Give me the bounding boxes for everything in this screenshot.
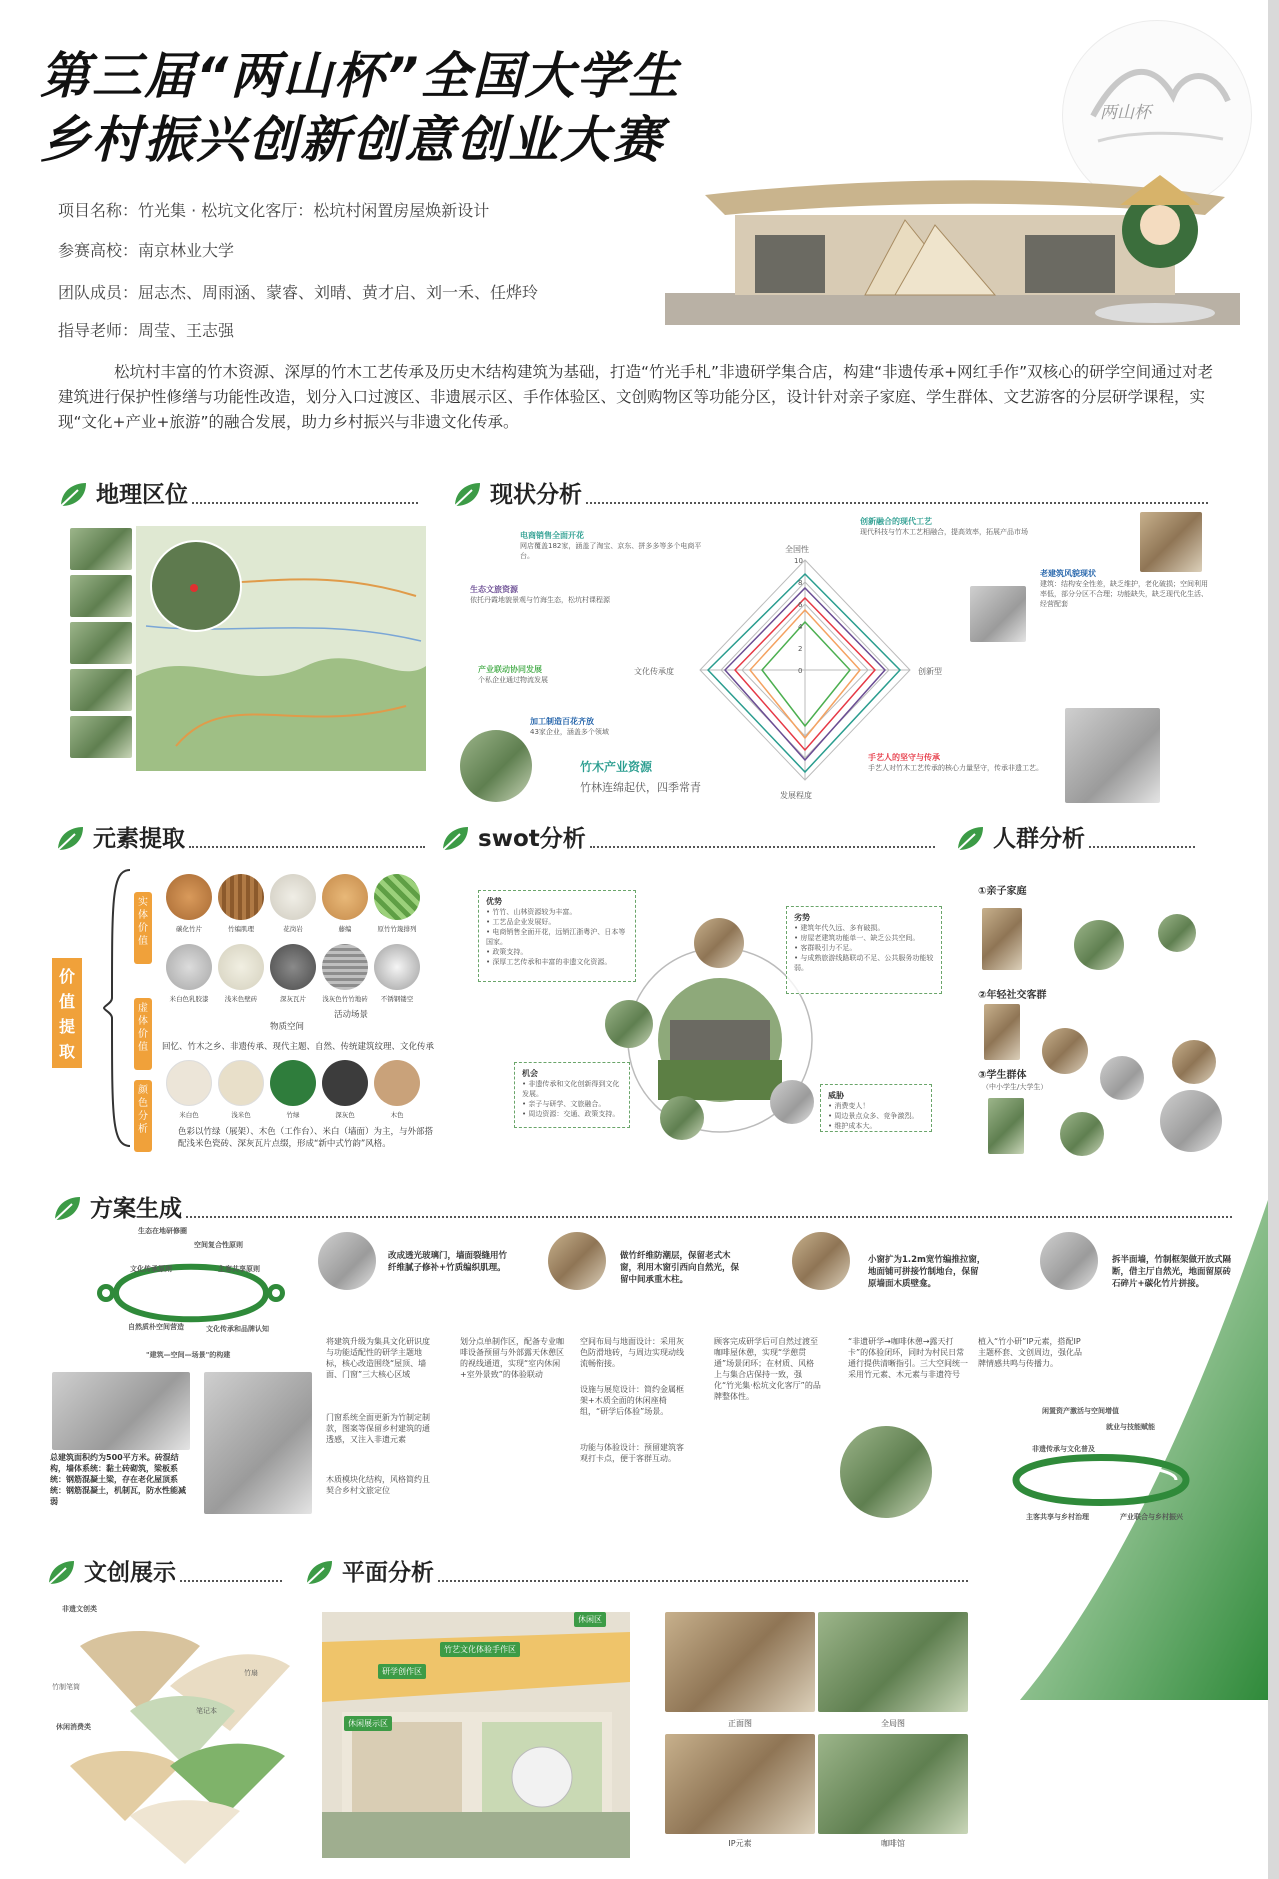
crowd-student-sub: （中小学生/大学生） xyxy=(982,1083,1048,1091)
crowd-group-student: ③学生群体 xyxy=(978,1070,1027,1081)
floor-plan-drawing xyxy=(204,1372,312,1514)
radar-tick: 4 xyxy=(798,623,803,631)
leaf-icon xyxy=(52,1195,82,1223)
color-label: 深灰色 xyxy=(335,1111,355,1119)
student-figure xyxy=(988,1098,1024,1154)
geo-photo-4 xyxy=(70,669,132,711)
color-label: 浅米色 xyxy=(231,1111,251,1119)
loop-label: 自然质朴空间营造 xyxy=(128,1323,184,1331)
loop-label: 文化传承原则 xyxy=(130,1265,172,1273)
benefit-label: 就业与技能赋能 xyxy=(1106,1423,1155,1431)
render-caption: 咖啡馆 xyxy=(881,1839,905,1848)
radar-axis-left: 文化传承度 xyxy=(634,667,674,676)
section-elements-header xyxy=(55,820,425,853)
material-swatch xyxy=(322,874,368,920)
leaf-icon xyxy=(955,825,985,853)
leaf-icon xyxy=(46,1559,76,1587)
crowd-photo xyxy=(1172,1040,1216,1084)
render-caption: 全局图 xyxy=(881,1719,905,1728)
page-edge xyxy=(1268,0,1279,1879)
section-layout-title: 平面分析 xyxy=(342,1560,434,1586)
geo-photo-2 xyxy=(70,575,132,617)
material-swatch xyxy=(218,874,264,920)
crowd-photo xyxy=(1042,1028,1088,1074)
section-swot-title: swot分析 xyxy=(478,826,586,852)
poster-title-line2: 乡村振兴创新创意创业大赛 xyxy=(40,111,664,169)
swot-photo xyxy=(694,918,744,968)
radar-axis-top: 全国性 xyxy=(785,545,809,554)
bracket-icon xyxy=(102,868,132,1148)
render-overall xyxy=(818,1612,968,1712)
row-label-color: 颜色分析 xyxy=(134,1080,152,1152)
mascot-figure xyxy=(1074,920,1124,970)
advisors: 指导老师：周莹、王志强 xyxy=(58,321,235,340)
color-swatch xyxy=(322,1060,368,1106)
loop-label: 生态在地研修圈 xyxy=(138,1227,187,1235)
creative-item-penholder: 竹制笔筒 xyxy=(52,1683,80,1691)
loop-label: 文化传承和品牌认知 xyxy=(206,1325,269,1333)
material-swatch xyxy=(270,874,316,920)
intro-paragraph: 松坑村丰富的竹木资源、深厚的竹木工艺传承及历史木结构建筑为基础，打造“竹光手札”非遗研学集合店，构建“非遗传承+网红手作”双核心的研学空间通过对老建筑进行保护性修缮与功能性改造，划分入口过渡区、非遗展示区、手作体验区、文创购物区等功能分区，设计针对亲子家庭、学生群体、文艺游客的分层研学课程，实现“文化+产业+旅游”的融合发展，助力乡村振兴与非遗文化传承。 xyxy=(58,363,1214,431)
creative-category-1: 非遗文创类 xyxy=(62,1605,97,1613)
zone-tag: 研学创作区 xyxy=(378,1664,426,1679)
school-name: 参赛高校：南京林业大学 xyxy=(58,241,235,260)
craft-photo xyxy=(1140,512,1202,572)
swot-photo xyxy=(605,1000,653,1048)
leaf-icon xyxy=(304,1559,334,1587)
color-swatch xyxy=(218,1060,264,1106)
color-label: 木色 xyxy=(390,1111,404,1119)
space-label-activity: 活动场景 xyxy=(334,1010,369,1020)
plan-note-1: 将建筑升级为集具文化研识度与功能适配性的研学主题地标，核心改造围绕“屋顶、墙面、门窗”三大核心区域 xyxy=(326,1337,430,1379)
mascot-figure xyxy=(1158,914,1196,952)
mascot-with-fan xyxy=(840,1426,932,1518)
section-crowd-header xyxy=(955,820,1195,853)
plan-step-3: 小窗扩为1.2m宽竹编推拉窗，地面铺可拼接竹制地台，保留原墙面木质壁龛。 xyxy=(868,1255,986,1289)
site-note: 总建筑面积约为500平方米。砖混结构，墙体系统：黏土砖砌筑，梁板系统：钢筋混凝土梁，存在老化屋顶系统：钢筋混凝土，机制瓦，防水性能减弱 xyxy=(50,1453,186,1506)
radar-tick: 0 xyxy=(798,667,803,675)
creative-fan-gallery xyxy=(60,1616,300,1866)
location-map xyxy=(136,526,426,771)
material-label: 浅灰色竹竹地砖 xyxy=(322,995,368,1003)
color-swatch xyxy=(374,1060,420,1106)
step-photo xyxy=(792,1232,850,1290)
color-label: 米白色 xyxy=(179,1111,199,1119)
section-plan-title: 方案生成 xyxy=(90,1196,182,1222)
geo-photo-1 xyxy=(70,528,132,570)
leaf-icon xyxy=(58,481,88,509)
radar-tick: 2 xyxy=(798,645,803,653)
section-swot-header xyxy=(440,820,935,853)
creative-item-fan: 竹扇 xyxy=(244,1669,258,1677)
color-analysis-text: 色彩以竹绿（展架）、木色（工作台）、米白（墙面）为主，与外部搭配浅米色瓷砖、深灰瓦片点缀，形成“新中式竹韵”风格。 xyxy=(178,1127,434,1149)
section-creative-header xyxy=(46,1554,282,1587)
geo-photo-5 xyxy=(70,716,132,758)
plan-step-4: 拆半面墙，竹制框架做开放式隔断，借主厅自然光，地面留原砖石碎片+碳化竹片拼接。 xyxy=(1112,1255,1232,1289)
material-swatch xyxy=(218,944,264,990)
status-note-building: 老建筑风貌现状 建筑：结构安全性差，缺乏维护，老化破损；空间利用率低，部分分区不合理；功能缺失，缺乏现代化生活、经营配套 xyxy=(1040,569,1208,608)
project-name: 项目名称：竹光集 · 松坑文化客厅：松坑村闲置房屋焕新设计 xyxy=(58,201,490,220)
plan-note-2: 门窗系统全面更新为竹制定制款，图案等保留乡村建筑的通透感，又注入非遗元素 xyxy=(326,1413,430,1444)
section-divider xyxy=(189,846,425,848)
swot-strength-box: 优势 • 竹竹、山林资源较为丰富。 • 工艺品企业发展好。 • 电商销售全面开花，远销江浙粤沪、日本等国家。 • 政策支持。 • 深厚工艺传承和丰富的非遗文化资源。 xyxy=(478,890,636,982)
swot-threat-box: 威胁 • 消费变人！ • 周边景点众多、竞争激烈。 • 维护成本大。 xyxy=(820,1084,932,1132)
crowd-group-young: ②年轻社交客群 xyxy=(978,990,1047,1001)
render-cafe xyxy=(818,1734,968,1834)
crowd-photo xyxy=(1160,1090,1222,1152)
plan-step-2: 做竹纤维防潮层，保留老式木窗，利用木窗引西向自然光，保留中间承重木柱。 xyxy=(620,1251,740,1285)
zone-tag: 休闲区 xyxy=(574,1612,606,1627)
material-label: 藤编 xyxy=(338,925,352,933)
status-note-artisan: 手艺人的坚守与传承 手艺人对竹木工艺传承的核心力量坚守，传承非遗工艺。 xyxy=(868,753,1043,772)
render-caption: IP元素 xyxy=(728,1839,752,1848)
radar-axis-right: 创新型 xyxy=(918,667,942,676)
material-swatch xyxy=(166,944,212,990)
material-label: 浅米色壁砖 xyxy=(224,995,258,1003)
swot-opportunity-box: 机会 • 非遗传承和文化创新得到文化发展。 • 亲子与研学、文旅融合。 • 周边资源：交通、政策支持。 xyxy=(514,1062,630,1128)
loop-label: 空间复合性原则 xyxy=(194,1241,243,1249)
material-swatch xyxy=(322,944,368,990)
status-note-industry: 产业联动协同发展 个私企业通过物流发展 xyxy=(478,665,548,684)
hero-building-render xyxy=(665,175,1240,325)
section-status-header xyxy=(452,476,1208,509)
status-note-manufacture: 加工制造百花齐放 43家企业，涵盖多个领域 xyxy=(530,717,609,736)
render-caption: 正面图 xyxy=(728,1719,752,1728)
crowd-photo xyxy=(1100,1056,1144,1100)
plan-note-5: 空间布局与地面设计：采用灰色防滑地砖，与周边实现动线流畅衔接。 xyxy=(580,1337,684,1368)
section-crowd-title: 人群分析 xyxy=(993,826,1085,852)
radar-tick: 10 xyxy=(794,557,803,565)
leaf-icon xyxy=(440,825,470,853)
material-swatch xyxy=(270,944,316,990)
status-note-innovation: 创新融合的现代工艺 现代科技与竹木工艺相融合，提高效率，拓展产品市场 xyxy=(860,517,1028,536)
bamboo-mascot-photo xyxy=(460,730,532,802)
creative-category-2: 休闲消费类 xyxy=(56,1723,91,1731)
leaf-icon xyxy=(452,481,482,509)
status-note-bamboo: 竹木产业资源 竹林连绵起伏，四季常青 xyxy=(580,760,701,794)
radar-tick: 6 xyxy=(798,601,803,609)
logo-text: 两山杯 xyxy=(1100,103,1151,123)
render-front xyxy=(665,1612,815,1712)
virtual-value-text: 回忆、竹木之乡、非遗传承、现代主题、自然、传统建筑纹理、文化传承 xyxy=(162,1042,435,1052)
step-photo xyxy=(318,1232,376,1290)
section-divider xyxy=(192,502,418,504)
benefit-label: 产业联合与乡村振兴 xyxy=(1120,1513,1183,1521)
team-members: 团队成员：屈志杰、周雨涵、蒙睿、刘晴、黄才启、刘一禾、任烨玲 xyxy=(58,283,539,302)
loop-caption: "建筑—空间—场景"的构建 xyxy=(146,1351,231,1359)
material-label: 米白色乳胶漆 xyxy=(169,995,209,1003)
plan-note-9: “非遗研学→咖啡休憩→露天打卡”的体验闭环，同时为村民日常通行提供清晰指引。三大空间统一采用竹元素、木元素与非遗符号 xyxy=(848,1337,968,1379)
step-photo xyxy=(548,1232,606,1290)
section-geo-header xyxy=(58,476,418,509)
benefit-label: 主客共享与乡村治理 xyxy=(1026,1513,1089,1521)
crowd-group-family: ①亲子家庭 xyxy=(978,886,1027,897)
zone-tag: 竹艺文化体验手作区 xyxy=(440,1642,520,1657)
material-swatch xyxy=(374,874,420,920)
render-ip xyxy=(665,1734,815,1834)
material-label: 碳化竹片 xyxy=(176,925,202,933)
section-divider xyxy=(180,1580,282,1582)
section-divider xyxy=(1089,846,1195,848)
section-divider xyxy=(586,502,1208,504)
section-divider xyxy=(590,846,935,848)
plan-note-8: 顾客完成研学后可自然过渡至咖啡屋休憩，实现“学憩贯通”场景闭环；在材质、风格上与集合店保持一致，强化“竹光集·松坑文化客厅”的品牌整体性。 xyxy=(714,1337,821,1401)
young-figure xyxy=(984,1004,1020,1060)
benefit-label: 非遗传承与文化普及 xyxy=(1032,1445,1095,1453)
principle-loop-diagram xyxy=(86,1228,296,1358)
section-geo-title: 地理区位 xyxy=(96,482,188,508)
plan-note-10: 植入“竹小研”IP元素，搭配IP主题杯套、文创周边，强化品牌情感共鸣与传播力。 xyxy=(978,1337,1082,1368)
poster-title-line1: 第三届“两山杯”全国大学生 xyxy=(40,47,681,105)
old-building-photo xyxy=(970,586,1026,642)
status-note-eco: 生态文旅资源 依托丹霞地貌景观与竹海生态，松坑村课程源 xyxy=(470,585,610,604)
plan-step-1: 改成透光玻璃门，墙面裂缝用竹纤维腻子修补+竹质编织肌理。 xyxy=(388,1251,508,1273)
radar-axis-bottom: 发展程度 xyxy=(780,791,812,800)
creative-item-notebook: 笔记本 xyxy=(196,1707,217,1715)
step-photo xyxy=(1040,1232,1098,1290)
site-plan-drawing xyxy=(52,1372,190,1450)
artisan-photo xyxy=(1065,708,1160,803)
section-elements-title: 元素提取 xyxy=(93,826,185,852)
plan-note-3: 木质模块化结构，风格简约且契合乡村文旅定位 xyxy=(326,1475,430,1495)
swot-photo xyxy=(770,1080,814,1124)
section-creative-title: 文创展示 xyxy=(84,1560,176,1586)
space-label-physical: 物质空间 xyxy=(270,1022,305,1032)
material-label: 花岗岩 xyxy=(283,925,303,933)
color-swatch xyxy=(270,1060,316,1106)
location-pin-icon xyxy=(190,584,198,592)
material-label: 竹编肌理 xyxy=(228,925,254,933)
color-label: 竹绿 xyxy=(286,1111,300,1119)
value-extraction-label: 价值提取 xyxy=(52,958,82,1068)
benefit-label: 闲置资产激活与空间增值 xyxy=(1042,1407,1119,1415)
leaf-icon xyxy=(55,825,85,853)
radar-tick: 8 xyxy=(798,579,803,587)
section-layout-header xyxy=(304,1554,968,1587)
material-label: 深灰瓦片 xyxy=(280,995,306,1003)
section-divider xyxy=(438,1580,968,1582)
material-swatch xyxy=(374,944,420,990)
color-swatch xyxy=(166,1060,212,1106)
mascot-figure xyxy=(1060,1112,1104,1156)
row-label-virtual: 虚体价值 xyxy=(134,998,152,1070)
section-status-title: 现状分析 xyxy=(490,482,582,508)
material-label: 不锈钢镂空 xyxy=(380,995,414,1003)
zone-tag: 休闲展示区 xyxy=(344,1716,392,1731)
loop-label: 主客共享原则 xyxy=(218,1265,260,1273)
swot-weakness-box: 劣势 • 建筑年代久远、多有破损。 • 房屋老建筑功能单一、缺乏公共空间。 • 客群吸引力不足。 • 与成熟旅游线路联动不足、公共服务功能较弱。 xyxy=(786,906,942,994)
family-figure xyxy=(982,908,1022,970)
plan-note-6: 设施与展览设计：简约金属框架+木质全面的休闲座椅组，“研学后体验”场景。 xyxy=(580,1385,684,1416)
plan-note-7: 功能与体验设计：预留建筑客观打卡点，便于客群互动。 xyxy=(580,1443,684,1463)
plan-note-4: 划分点单制作区，配备专业咖啡设备预留与外部露天休憩区的视线通道，实现“室内休闲+室外景致”的体验联动 xyxy=(460,1337,564,1379)
swot-photo xyxy=(660,1096,704,1140)
status-note-ecommerce: 电商销售全面开花 网店覆盖182家，涵盖了淘宝、京东、拼多多等多个电商平台。 xyxy=(520,531,702,560)
material-label: 原竹竹篾排列 xyxy=(377,925,417,933)
geo-photo-3 xyxy=(70,622,132,664)
material-swatch xyxy=(166,874,212,920)
row-label-entity: 实体价值 xyxy=(134,892,152,964)
